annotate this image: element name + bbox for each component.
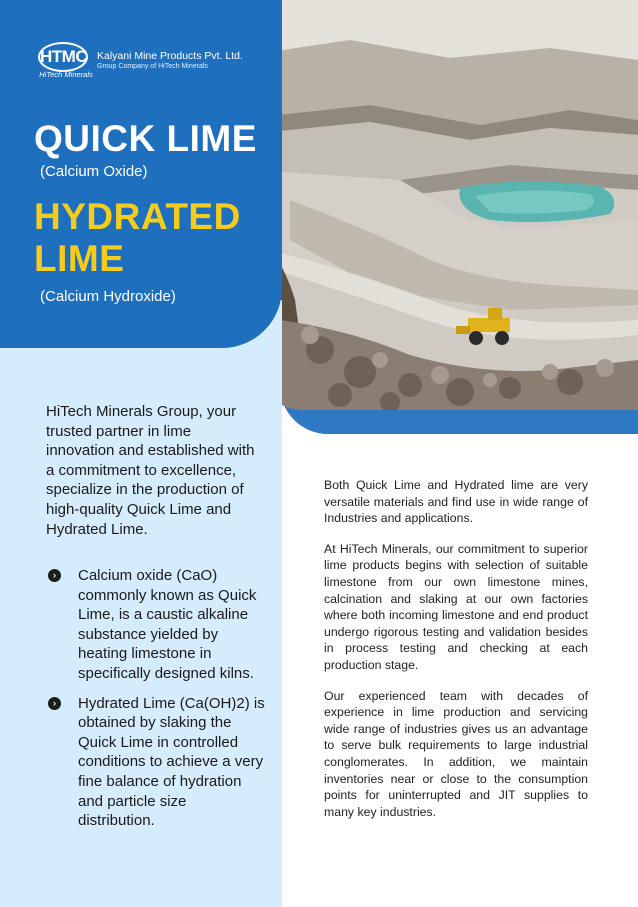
quick-lime-heading: QUICK LIME [34, 118, 257, 159]
paragraph-experience: Our experienced team with decades of experience in lime production and servicing wide range of industries gives us an advantage to serve bulk requirements to large industrial conglomerates. In addition, we maintain inventories near or close to the consumption points for uninterrupted and JIT supplies to many key industries. [324, 688, 588, 819]
logo-subtext: HiTech Minerals [39, 70, 93, 79]
chevron-right-circle-icon: › [48, 569, 61, 582]
bullet-item-hydrated-lime [46, 694, 266, 831]
quarry-illustration [250, 0, 638, 410]
hydrated-lime-heading: HYDRATED LIME [34, 196, 241, 279]
chevron-right-circle-icon: › [48, 697, 61, 710]
bullet-text: Hydrated Lime (Ca(OH)2) is obtained by slaking the Quick Lime in controlled conditions to achieve a very fine balance of hydration and particle size distribution. [78, 694, 265, 830]
company-logo [36, 40, 96, 80]
intro-paragraph: HiTech Minerals Group, your trusted partner in lime innovation and established with a commitment to excellence, specialize in the production of high-quality Quick Lime and Hydrated Lime. [46, 403, 255, 538]
right-column [324, 477, 588, 834]
quarry-photo [250, 0, 638, 410]
title-panel [0, 0, 282, 348]
paragraph-commitment: At HiTech Minerals, our commitment to superior lime products begins with selection of suitable limestone from our own limestone mines, calcination and slaking at our own factories where both incoming limestone and end product undergo rigorous testing and validation besides in process testing and checking at each production stage. [324, 541, 588, 672]
paragraph-versatility: Both Quick Lime and Hydrated lime are very versatile materials and find use in wide range of Industries and applications. [324, 478, 588, 526]
bullet-text: Calcium oxide (CaO) commonly known as Quick Lime, is a caustic alkaline substance yielded by heating limestone in specifically designed kilns. [78, 567, 257, 682]
company-tagline: Group Company of HiTech Minerals [97, 63, 208, 70]
quick-lime-subtitle: (Calcium Oxide) [40, 163, 148, 180]
bullet-item-quick-lime [46, 566, 266, 684]
bullet-list [46, 566, 266, 831]
company-name: Kalyani Mine Products Pvt. Ltd. [97, 50, 243, 62]
logo-badge: HTMC [38, 42, 88, 72]
hydrated-lime-subtitle: (Calcium Hydroxide) [40, 288, 176, 305]
